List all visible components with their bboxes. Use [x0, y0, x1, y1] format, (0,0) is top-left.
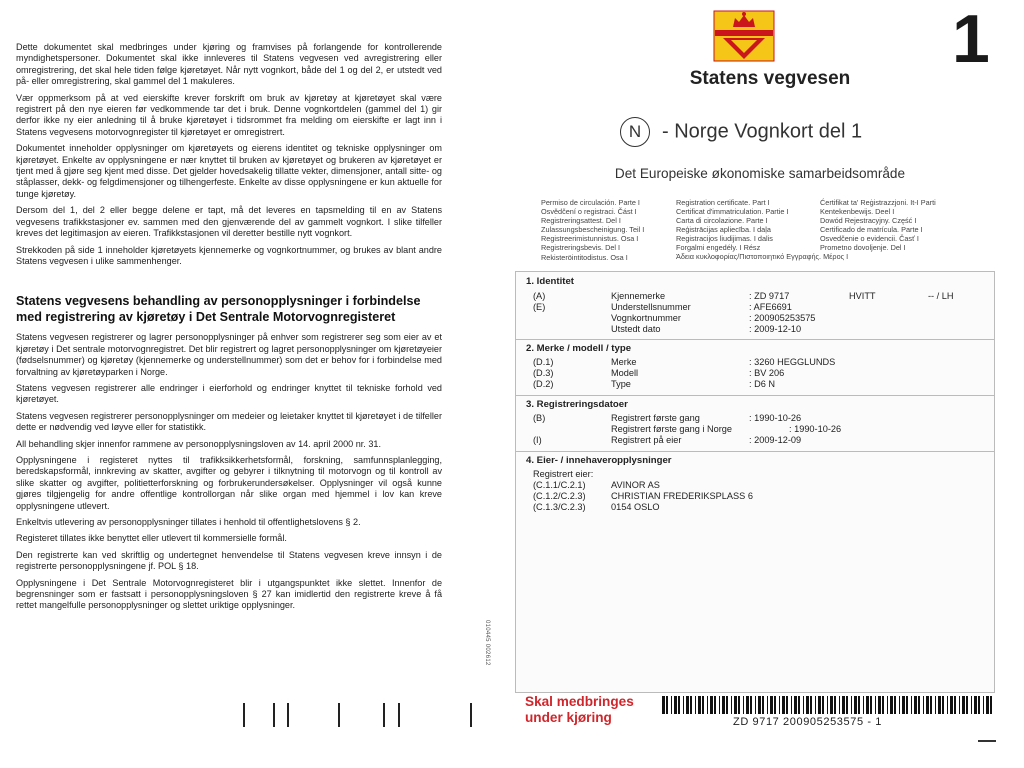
vehicle-registration-form — [515, 271, 995, 693]
barcode-bar — [942, 696, 944, 714]
barcode-bar — [890, 696, 893, 714]
privacy-paragraph-8: Den registrerte kan ved skriftlig og undertegnet henvendelse til Statens vegvesen kreve innsyn i de registrerte personopplysningene jf. POL § 18. — [16, 549, 442, 572]
field-label: Modell — [611, 368, 639, 378]
barcode-bar — [846, 696, 848, 714]
barcode-bar — [974, 696, 977, 714]
tick-mark — [383, 703, 385, 727]
barcode-bar — [923, 696, 924, 714]
field-value: : 200905253575 — [749, 313, 816, 323]
barcode-bar — [666, 696, 668, 714]
barcode-bar — [971, 696, 972, 714]
barcode-bar — [743, 696, 744, 714]
section-title: 3. Registreringsdatoer — [526, 399, 628, 410]
translation-line: Rekisteröintitodistus. Osa I — [541, 252, 628, 262]
privacy-heading: Statens vegvesens behandling av personopplysninger i forbindelse med registrering av kjøretøy i Det Sentrale Motorvognregisteret — [16, 294, 421, 325]
barcode-bar — [674, 696, 677, 714]
translation-line: Kentekenbewijs. Deel I — [820, 207, 895, 217]
privacy-paragraph-9: Opplysningene i Det Sentrale Motorvognregisteret blir i utgangspunktet ikke slettet. Innenfor de begrensninger som er fastsatt i personopplysningsloven § 27 kan imidlertid den registrerte kreve å få rettet mangelfulle personopplysninger og slettet uriktige opplysninger. — [16, 577, 442, 611]
barcode-bar — [875, 696, 876, 714]
barcode-bar — [722, 696, 725, 714]
barcode-bar — [786, 696, 788, 714]
eea-subtitle: Det Europeiske økonomiske samarbeidsområde — [614, 166, 906, 181]
translation-line: Ćertifikat ta' Reġistrazzjoni. It-I Parti — [820, 198, 936, 207]
translation-line: Forgalmi engedély. I Rész — [676, 243, 761, 253]
field-code: (B) — [533, 413, 546, 423]
translation-line: Prometno dovoljenje. Del I — [820, 243, 906, 253]
barcode-bar — [815, 696, 816, 714]
fold-tick-marks — [243, 703, 473, 727]
barcode-bar — [695, 696, 696, 714]
field-code: (I) — [533, 435, 542, 445]
barcode-bar — [894, 696, 896, 714]
translation-line: Certificado de matrícula. Parte I — [820, 225, 923, 235]
field-code: (C.1.1/C.2.1) — [533, 480, 586, 490]
barcode-bar — [683, 696, 684, 714]
barcode-bar — [839, 696, 840, 714]
barcode-bar — [731, 696, 732, 714]
barcode-bar — [794, 696, 797, 714]
barcode-bar — [750, 696, 752, 714]
must-carry-notice — [525, 694, 634, 725]
barcode-bar — [882, 696, 884, 714]
barcode-bar — [822, 696, 824, 714]
translation-line: Registreringsattest. Del I — [541, 216, 621, 226]
field-code: (C.1.2/C.2.3) — [533, 491, 586, 501]
barcode-bar — [962, 696, 965, 714]
barcode-bar — [842, 696, 845, 714]
barcode-bar — [719, 696, 720, 714]
barcode-bar — [966, 696, 968, 714]
barcode-bar — [935, 696, 936, 714]
field-label: Type — [611, 379, 631, 389]
barcode-bar — [770, 696, 773, 714]
field-code: (D.3) — [533, 368, 554, 378]
privacy-paragraph-1: Statens vegvesen registrerer og lagrer personopplysninger på enhver som registrerer seg som eier av et kjøretøy i Det sentrale motorvognregistret. Det blir registrert og lagret personopplysninger om kjøretøyeier (fødselsnummer) og kjøretøy (kjennemerke og understellnummer) som det er behov for i forbindelse med forvaltning av kjøretøyparken i Norge. — [16, 332, 442, 377]
section-registration-dates — [516, 395, 994, 452]
section-owner — [516, 451, 994, 692]
privacy-paragraph-6: Enkeltvis utlevering av personopplysninger tillates i henhold til offentlighetslovens § 2. — [16, 517, 361, 527]
field-label: Merke — [611, 357, 637, 367]
field-label: Understellsnummer — [611, 302, 691, 312]
barcode-bar — [863, 696, 864, 714]
barcode-bar — [906, 696, 908, 714]
barcode-bar — [950, 696, 953, 714]
translation-line: Registreerimistunnistus. Osa I — [541, 234, 639, 244]
barcode-bar — [707, 696, 708, 714]
field-code: (D.1) — [533, 357, 554, 367]
barcode-bar — [746, 696, 749, 714]
barcode-bar — [678, 696, 680, 714]
field-label: Registrert på eier — [611, 435, 682, 445]
barcode-bar — [671, 696, 672, 714]
barcode-bar — [758, 696, 761, 714]
tick-mark — [398, 703, 400, 727]
barcode-bar — [878, 696, 881, 714]
field-code: (C.1.3/C.2.3) — [533, 502, 586, 512]
translations-col-1 — [541, 198, 644, 262]
barcode-bar — [810, 696, 812, 714]
field-value: : 2009-12-10 — [749, 324, 802, 334]
document-title-text: - Norge Vognkort del 1 — [662, 120, 863, 143]
field-value: CHRISTIAN FREDERIKSPLASS 6 — [611, 491, 753, 501]
barcode-bar — [818, 696, 821, 714]
translation-line: Permiso de circulación. Parte I — [541, 198, 640, 207]
barcode-text: ZD 9717 200905253575 - 1 — [733, 716, 882, 728]
field-code: (A) — [533, 291, 546, 301]
info-paragraph-5: Strekkoden på side 1 inneholder kjøretøyets kjennemerke og vognkortnummer, og brukes av blant andre Statens vegvesen i ulike sammenhenger. — [16, 244, 442, 266]
field-value: : ZD 9717 — [749, 291, 790, 301]
translation-line: Zulassungsbescheinigung. Teil I — [541, 225, 645, 235]
barcode-bar — [734, 696, 737, 714]
form-row — [516, 378, 994, 390]
barcode-bar — [918, 696, 920, 714]
field-code: (D.2) — [533, 379, 554, 389]
info-column — [16, 42, 442, 617]
translations-col-2 — [676, 198, 789, 253]
section-title: 1. Identitet — [526, 276, 574, 287]
barcode-bar — [702, 696, 704, 714]
translation-line: Dowód Rejestracyjny. Część I — [820, 216, 917, 226]
info-paragraph-3: Dokumentet inneholder opplysninger om kjøretøyets og eierens identitet og tekniske opplysninger om kjøretøyet. Enkelte av opplysningene er nær knyttet til bruken av kjøretøyet og brukeren av kjøretøyet er tjent med å gjøre seg kjent med disse. Det gjelder hovedsakelig tillatte vekter, dimensjoner, antall sitte- og ståplasser, dekk- og felgdimensjoner og tilhengerfeste. Enkelte av disse opplysningene er kun aktuelle for tunge kjøretøy. — [16, 143, 442, 199]
statens-vegvesen-logo-icon — [713, 10, 775, 67]
section-title: 2. Merke / modell / type — [526, 343, 632, 354]
barcode-bar — [686, 696, 689, 714]
barcode-bar — [902, 696, 905, 714]
barcode-bar — [782, 696, 785, 714]
section-identity — [516, 272, 994, 340]
field-code: (E) — [533, 302, 546, 312]
translation-line: Registreringsbevis. Del I — [541, 243, 621, 253]
tick-mark — [287, 703, 289, 727]
barcode-bar — [698, 696, 701, 714]
barcode-bar — [911, 696, 912, 714]
barcode-bar — [726, 696, 728, 714]
form-row — [516, 323, 994, 335]
barcode-bar — [978, 696, 980, 714]
barcode-bar — [834, 696, 836, 714]
field-label: Utstedt dato — [611, 324, 661, 334]
tick-mark — [273, 703, 275, 727]
barcode-bar — [986, 696, 989, 714]
barcode-bar — [791, 696, 792, 714]
field-label: Vognkortnummer — [611, 313, 681, 323]
barcode-bar — [762, 696, 764, 714]
barcode-bar — [851, 696, 852, 714]
barcode-bar — [854, 696, 857, 714]
translation-greek: Άδεια κυκλοφορίας/Πιστοποιητικό Εγγραφής. Μέρος I — [676, 252, 849, 261]
barcode-bar — [662, 696, 665, 714]
barcode-bar — [710, 696, 713, 714]
barcode-bar — [926, 696, 929, 714]
field-label: Registrert første gang — [611, 413, 700, 423]
info-paragraph-2: Vær oppmerksom på at ved eierskifte krever forskrift om bruk av kjøretøy at kjøretøyet skal være registrert på den nye eieren før vedkommende tar det i bruk. Denne vognkortdelen (gammel del 1) gir derfor ikke ny eier anledning til å bruke kjøretøyet i tidsrommet fra melding om eierskifte er lagt inn i Statens vegvesens motorvognregister til kjøretøyet er omregistrert. — [16, 92, 442, 137]
barcode-bar — [798, 696, 800, 714]
barcode-bar — [803, 696, 804, 714]
barcode-bar — [767, 696, 768, 714]
barcode-bar — [990, 696, 992, 714]
field-value: 0154 OSLO — [611, 502, 660, 512]
field-side: -- / LH — [928, 291, 954, 301]
barcode-bar — [690, 696, 692, 714]
field-value: : AFE6691 — [749, 302, 792, 312]
barcode-bar — [755, 696, 756, 714]
translation-line: Registration certificate. Part I — [676, 198, 770, 207]
barcode-bar — [738, 696, 740, 714]
tick-mark — [338, 703, 340, 727]
privacy-paragraph-2: Statens vegvesen registrerer alle endringer i eierforhold og endringer knyttet til tekniske forhold ved kjøretøyet. — [16, 382, 442, 405]
barcode-bar — [714, 696, 716, 714]
barcode-bar — [954, 696, 956, 714]
barcode-bar — [914, 696, 917, 714]
barcode-bar — [774, 696, 776, 714]
translations-col-3 — [820, 198, 936, 253]
section-make-model — [516, 339, 994, 396]
field-value: : BV 206 — [749, 368, 785, 378]
corner-dash — [978, 740, 996, 742]
field-value: : 1990-10-26 — [749, 413, 802, 423]
translation-line: Certificat d'immatriculation. Partie I — [676, 207, 789, 217]
barcode-bar — [930, 696, 932, 714]
barcode-bar — [866, 696, 869, 714]
field-value: AVINOR AS — [611, 480, 660, 490]
translation-line: Registracijos liudijimas. I dalis — [676, 234, 773, 244]
form-row — [516, 501, 994, 513]
barcode-bar — [983, 696, 984, 714]
owner-subtitle: Registrert eier: — [533, 469, 594, 479]
info-paragraph-4: Dersom del 1, del 2 eller begge delene er tapt, må det leveres en tapsmelding til en av Statens vegvesens trafikkstasjoner ev. sammen med den gjenværende del av gammelt vognkort. I slike tilfeller kreves det legitimasjon av eieren. Trafikkstasjonen vil deretter bestille nytt vognkort. — [16, 205, 442, 239]
info-paragraph-1: Dette dokumentet skal medbringes under kjøring og framvises på forlangende for kontrollerende myndighetspersoner. Dokumentet skal ikke innleveres til Statens vegvesen ved avregistrering eller omregistrering, det skal hele tiden følge kjøretøyet. Når nytt vognkort, både del 1 og del 2, er utstedt ved på- eller omregistrering, skal gammel del 1 makuleres. — [16, 42, 442, 87]
field-value: : 3260 HEGGLUNDS — [749, 357, 836, 367]
privacy-paragraph-3: Statens vegvesen registrerer personopplysninger om medeier og leietaker knyttet til kjøretøyet i de tilfeller dette er nødvendig ved løyve eller for statistikk. — [16, 410, 442, 433]
vertical-form-code: 010445 002612 — [484, 620, 490, 666]
barcode-bar — [806, 696, 809, 714]
barcode-bar — [959, 696, 960, 714]
barcode-bar — [830, 696, 833, 714]
agency-name: Statens vegvesen — [689, 68, 851, 89]
section-title: 4. Eier- / innehaveropplysninger — [526, 455, 672, 466]
barcode-bar — [947, 696, 948, 714]
field-label: Registrert første gang i Norge — [611, 424, 733, 434]
tick-mark — [243, 703, 245, 727]
barcode-bar — [858, 696, 860, 714]
barcode-icon — [662, 696, 994, 714]
field-color: HVITT — [849, 291, 876, 301]
privacy-paragraph-5: Opplysningene i registeret nyttes til trafikksikkerhetsformål, forskning, samfunnsplanlegging, beredskapsformål, innkreving av skatter, avgifter og gebyrer i tilknytning til motorvogn og til kontroll av slike skatter og avgifter, politietterforskning og forbrukerundersøkelser. Opplysninger vil også kunne gjøres tilgjengelig for andre offentlige kontrollorgan når slike organ med hjemmel i lov kan kreve opplysningene utlevert. — [16, 454, 442, 511]
field-value: : D6 N — [749, 379, 776, 389]
privacy-paragraph-7: Registeret tillates ikke benyttet eller utlevert til kommersielle formål. — [16, 533, 287, 544]
tick-mark — [470, 703, 472, 727]
must-carry-line-2: under kjøring — [525, 709, 612, 725]
privacy-paragraph-4: All behandling skjer innenfor rammene av personopplysningsloven av 14. april 2000 nr. 31. — [16, 438, 381, 449]
translation-line: Carta di circolazione. Parte I — [676, 216, 768, 226]
barcode-bar — [887, 696, 888, 714]
field-value: : 2009-12-09 — [749, 435, 802, 445]
translation-line: Osvědčení o registraci. Část I — [541, 207, 637, 217]
barcode-bar — [899, 696, 900, 714]
field-value: : 1990-10-26 — [789, 424, 842, 434]
barcode-bar — [779, 696, 780, 714]
must-carry-line-1: Skal medbringes — [525, 694, 634, 709]
document-title — [620, 117, 862, 147]
barcode-bar — [827, 696, 828, 714]
page-number: 1 — [952, 1, 990, 77]
field-label: Kjennemerke — [611, 291, 666, 301]
barcode-bar — [870, 696, 872, 714]
barcode-bar — [938, 696, 941, 714]
form-row — [516, 434, 994, 446]
translation-line: Osvedčenie o evidencii. Časť I — [820, 234, 919, 244]
translation-line: Reģistrācijas apliecība. I daļa — [676, 225, 771, 235]
country-code-badge: N — [620, 117, 650, 147]
